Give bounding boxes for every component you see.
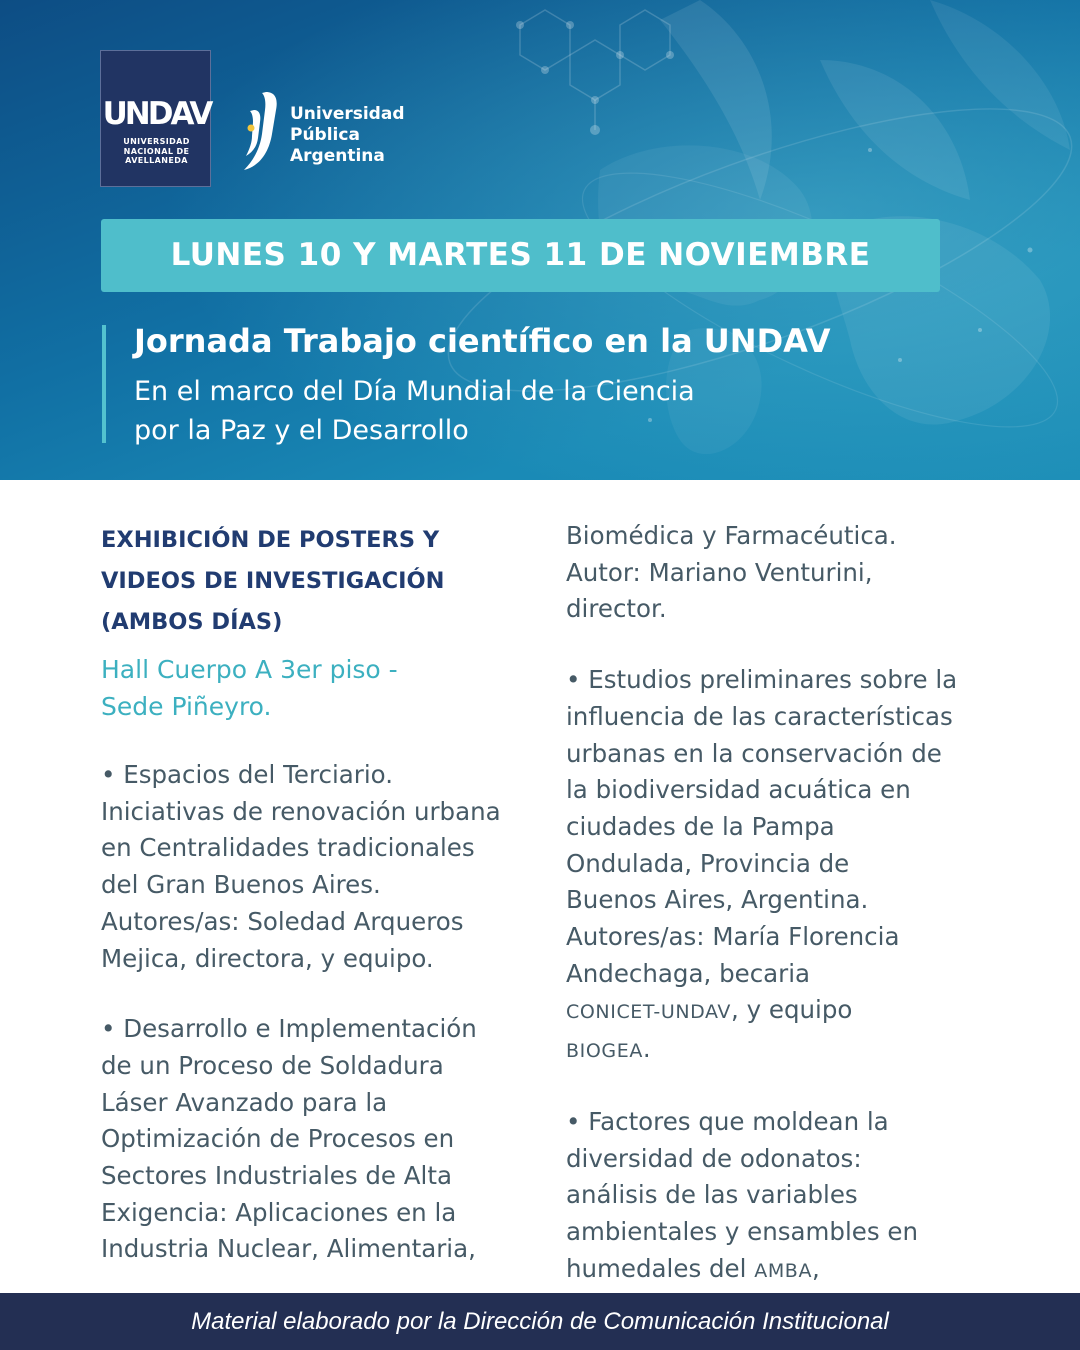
item-line: Ondulada, Provincia de: [566, 848, 850, 878]
item-line: [566, 992, 1006, 1031]
upa-logo-text: [290, 104, 404, 167]
undav-logo-mark: UNDAV: [102, 96, 211, 132]
list-item: [566, 662, 1006, 1070]
event-title-block: [102, 322, 952, 446]
footer-credit: Material elaborado por la Dirección de Comunicación Institucional: [191, 1308, 889, 1335]
section-heading-line: (AMBOS DÍAS): [101, 609, 283, 635]
header: [0, 0, 1080, 480]
item-line: urbanas en la conservación de: [566, 738, 942, 768]
list-item: [101, 1011, 541, 1268]
item-text: , y equipo: [731, 995, 853, 1025]
item-line: Industria Nuclear, Alimentaria,: [101, 1234, 476, 1264]
location-line: Sede Piñeyro.: [101, 692, 272, 721]
item-line: Andechaga, becaria: [566, 958, 811, 988]
upa-logo-icon: [238, 90, 284, 172]
item-line: de un Proceso de Soldadura: [101, 1050, 444, 1080]
left-column: [101, 520, 541, 1302]
item-line: Mejica, directora, y equipo.: [101, 943, 434, 973]
item-line: ciudades de la Pampa: [566, 811, 835, 841]
item-line: diversidad de odonatos:: [566, 1143, 862, 1173]
list-item-continuation: [566, 518, 1006, 628]
undav-logo-line: AVELLANEDA: [125, 156, 188, 166]
footer: [0, 1293, 1080, 1350]
item-line: • Espacios del Terciario.: [101, 760, 394, 789]
undav-logo-line: UNIVERSIDAD: [123, 137, 190, 146]
item-line: • Estudios preliminares sobre la: [566, 665, 958, 695]
upa-logo-line: Argentina: [290, 146, 385, 166]
item-line: director.: [566, 594, 667, 624]
item-line: en Centralidades tradicionales: [101, 833, 475, 863]
item-line: Optimización de Procesos en: [101, 1124, 455, 1154]
right-column: [566, 518, 1006, 1323]
title-accent-bar: [102, 325, 106, 443]
upa-logo-line: Universidad: [290, 104, 405, 124]
universidad-publica-argentina-logo: [238, 88, 438, 178]
item-line: Autor: Mariano Venturini,: [566, 557, 873, 587]
item-line: • Desarrollo e Implementación: [101, 1014, 477, 1044]
item-line: del Gran Buenos Aires.: [101, 870, 381, 900]
item-line: análisis de las variables: [566, 1180, 858, 1210]
item-text: .: [642, 1034, 651, 1064]
item-line: [566, 1251, 1006, 1290]
upa-logo-line: Pública: [290, 125, 360, 145]
region-acronym: AMBA: [754, 1259, 813, 1282]
group-acronym: BIOGEA: [566, 1040, 643, 1063]
undav-logo-line: NACIONAL DE: [123, 146, 190, 156]
event-subtitle-line: por la Paz y el Desarrollo: [134, 415, 469, 446]
item-text: ,: [812, 1253, 820, 1283]
item-text: humedales del: [566, 1253, 755, 1283]
section-heading: [101, 520, 541, 643]
item-line: Iniciativas de renovación urbana: [101, 796, 501, 826]
item-line: ambientales y ensambles en: [566, 1216, 919, 1246]
item-line: Exigencia: Aplicaciones en la: [101, 1197, 457, 1227]
list-item: [566, 1104, 1006, 1290]
item-line: Buenos Aires, Argentina.: [566, 885, 869, 915]
item-line: Autores/as: María Florencia: [566, 922, 900, 952]
event-subtitle-line: En el marco del Día Mundial de la Ciencia: [134, 376, 695, 407]
item-line: • Factores que moldean la: [566, 1106, 889, 1136]
undav-logo: [100, 50, 211, 187]
location: [101, 651, 541, 725]
item-line: Sectores Industriales de Alta: [101, 1161, 452, 1191]
item-line: Láser Avanzado para la: [101, 1087, 388, 1117]
item-line: [566, 1031, 1006, 1070]
section-heading-line: VIDEOS DE INVESTIGACIÓN: [101, 568, 445, 594]
item-line: Autores/as: Soledad Arqueros: [101, 906, 464, 936]
item-line: Biomédica y Farmacéutica.: [566, 521, 897, 550]
item-line: influencia de las características: [566, 701, 953, 731]
institution-acronym: CONICET-UNDAV: [566, 1001, 732, 1024]
event-title: Jornada Trabajo científico en la UNDAV: [134, 322, 831, 360]
undav-logo-subtitle: [101, 137, 212, 166]
item-line: la biodiversidad acuática en: [566, 775, 911, 805]
section-heading-line: EXHIBICIÓN DE POSTERS Y: [101, 527, 440, 553]
date-banner: LUNES 10 Y MARTES 11 DE NOVIEMBRE: [101, 219, 940, 292]
location-line: Hall Cuerpo A 3er piso -: [101, 655, 398, 684]
event-subtitle: [134, 372, 695, 450]
list-item: [101, 757, 541, 977]
